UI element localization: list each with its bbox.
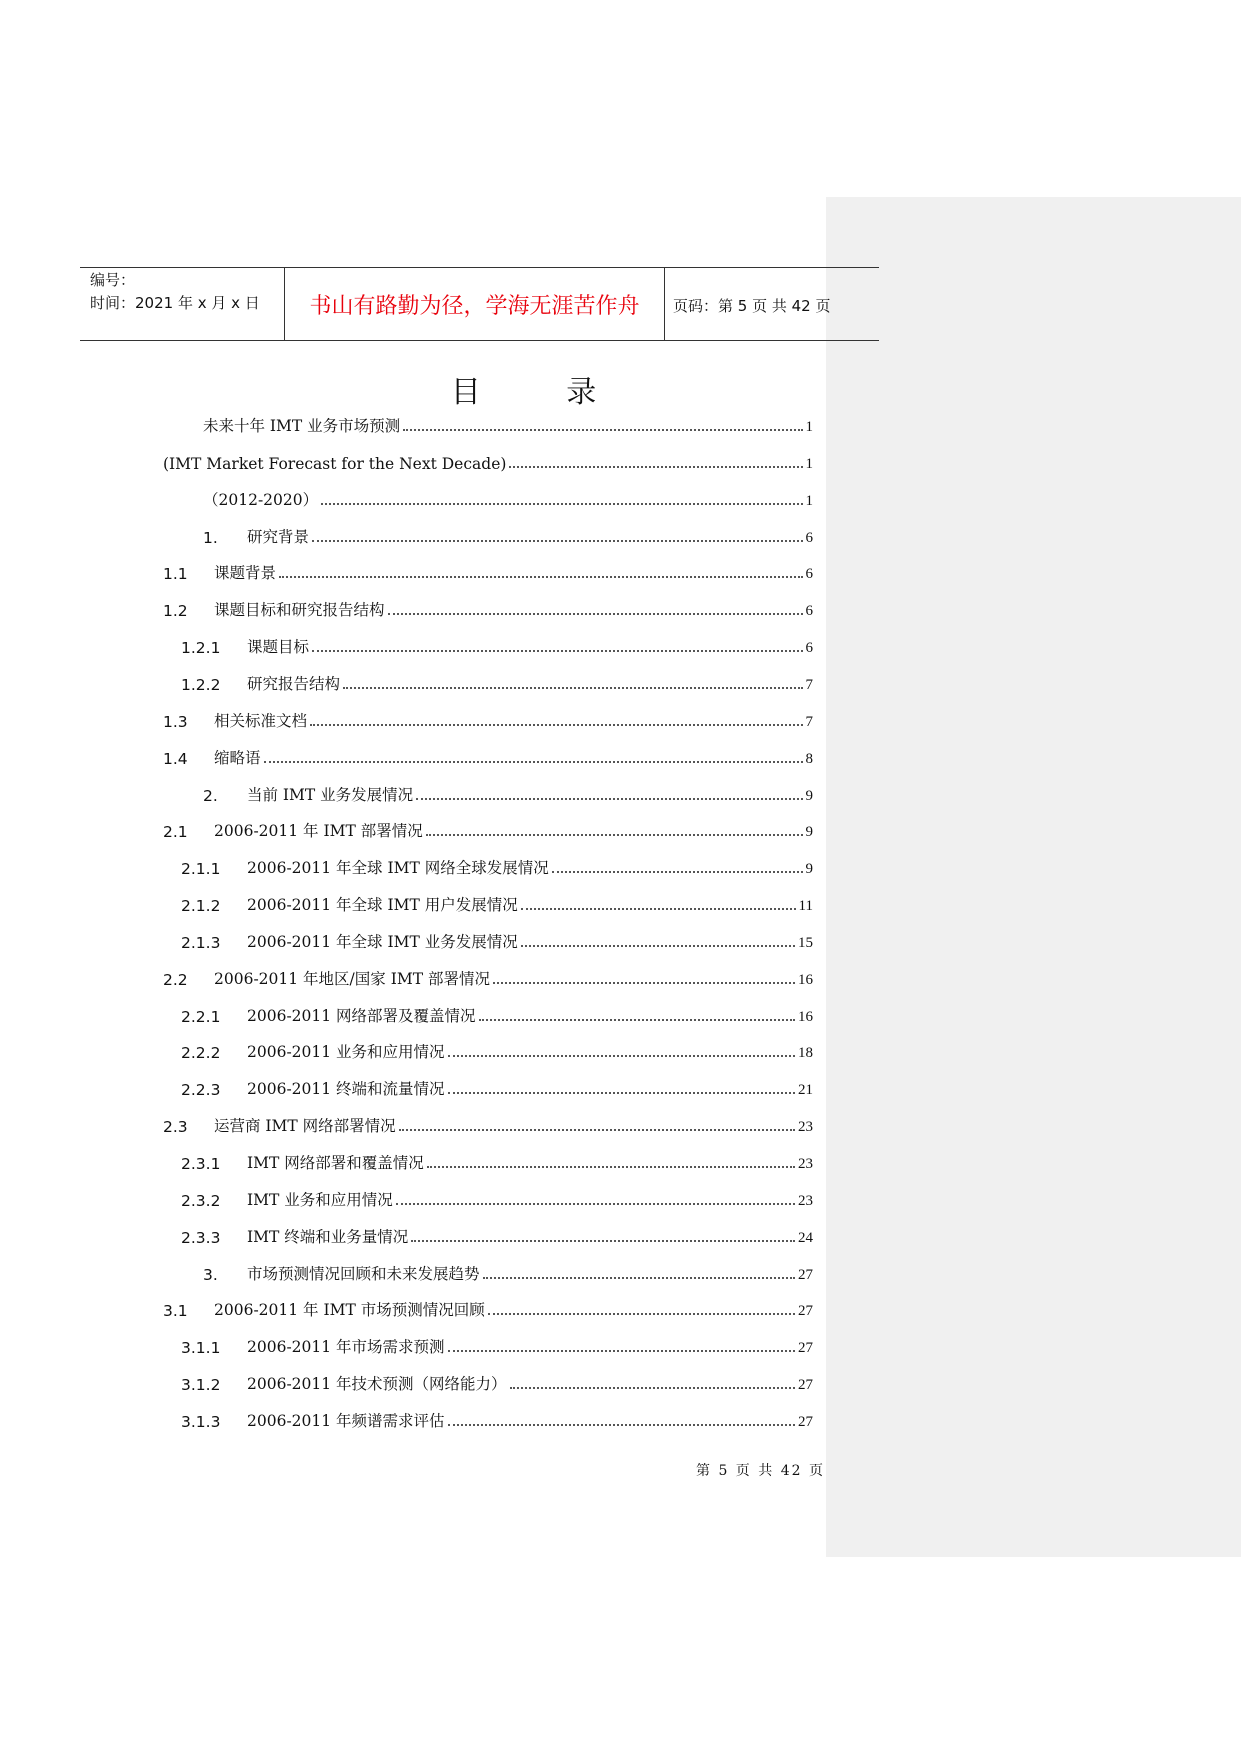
toc-entry[interactable] <box>203 414 813 436</box>
toc-leader-dots <box>388 613 803 615</box>
toc-entry[interactable] <box>181 1004 813 1026</box>
toc-entry[interactable] <box>181 1225 813 1247</box>
toc-leader-dots <box>399 1129 795 1131</box>
toc-entry-number: 2.3.2 <box>181 1191 221 1210</box>
toc-entry-number: 2.2 <box>163 970 188 989</box>
toc-entry-page: 16 <box>798 1008 813 1025</box>
toc-leader-dots <box>488 1313 795 1315</box>
toc-entry-page: 9 <box>805 861 813 878</box>
toc-entry-page: 8 <box>805 750 813 767</box>
toc-entry-label: 2006-2011 业务和应用情况 <box>247 1043 445 1062</box>
toc-entry[interactable] <box>181 1188 813 1210</box>
toc-leader-dots <box>312 540 802 542</box>
toc-entry-label: 2006-2011 年全球 IMT 用户发展情况 <box>247 896 518 915</box>
document-time-label: 时间：2021 年 x 月 x 日 <box>90 294 260 312</box>
toc-entry[interactable] <box>181 672 813 694</box>
toc-entry-number: 1.2.2 <box>181 675 221 694</box>
toc-entry-number: 2.2.1 <box>181 1007 221 1026</box>
toc-entry-page: 16 <box>798 971 813 988</box>
toc-entry[interactable] <box>163 709 813 731</box>
toc-leader-dots <box>396 1203 795 1205</box>
toc-entry-number: 1.2.1 <box>181 639 221 658</box>
toc-entry-number: 3.1.2 <box>181 1376 221 1395</box>
toc-entry-page: 6 <box>805 566 813 583</box>
page-header <box>80 267 879 341</box>
page-footer: 第 5 页 共 42 页 <box>696 1463 825 1479</box>
toc-entry-label: 当前 IMT 业务发展情况 <box>247 785 414 804</box>
toc-leader-dots <box>552 871 803 873</box>
toc-entry-number: 2. <box>203 786 218 805</box>
toc-entry[interactable] <box>181 1077 813 1099</box>
toc-title: 目 录 <box>450 375 635 410</box>
toc-entry-number: 2.2.3 <box>181 1081 221 1100</box>
toc-entry[interactable] <box>163 598 813 620</box>
toc-entry-page: 27 <box>798 1377 813 1394</box>
toc-entry[interactable] <box>163 1114 813 1136</box>
toc-entry[interactable] <box>163 746 813 768</box>
toc-entry-label: 课题目标和研究报告结构 <box>214 601 385 620</box>
toc-entry-page: 1 <box>805 492 813 509</box>
toc-leader-dots <box>493 982 795 984</box>
toc-leader-dots <box>310 724 802 726</box>
toc-entry-page: 23 <box>798 1156 813 1172</box>
toc-entry[interactable] <box>181 1335 813 1357</box>
toc-entry[interactable] <box>181 635 813 657</box>
toc-entry[interactable] <box>203 783 813 805</box>
toc-entry-page: 24 <box>798 1229 813 1246</box>
toc-entry-number: 2.3.1 <box>181 1155 221 1173</box>
toc-entry-page: 6 <box>805 603 813 620</box>
toc-entry[interactable] <box>181 1409 813 1431</box>
toc-entry-page: 11 <box>798 898 813 915</box>
toc-entry[interactable] <box>181 893 813 915</box>
toc-leader-dots <box>509 466 802 468</box>
toc-entry-label: 2006-2011 年 IMT 部署情况 <box>214 822 423 841</box>
toc-entry-number: 2.1.1 <box>181 860 221 879</box>
toc-leader-dots <box>510 1387 795 1389</box>
toc-entry-page: 1 <box>805 419 813 435</box>
toc-entry-page: 27 <box>798 1266 813 1283</box>
toc-leader-dots <box>343 687 802 689</box>
toc-entry-number: 3.1 <box>163 1302 188 1321</box>
toc-entry[interactable] <box>181 1151 813 1173</box>
toc-leader-dots <box>479 1019 795 1021</box>
toc-entry-number: 3. <box>203 1265 218 1284</box>
toc-entry-page: 9 <box>805 824 813 841</box>
toc-entry[interactable] <box>203 1262 813 1284</box>
toc-entry-number: 2.3.3 <box>181 1228 221 1247</box>
toc-entry-label: （2012-2020） <box>203 490 319 509</box>
toc-entry-number: 2.1 <box>163 823 188 842</box>
toc-entry-page: 7 <box>805 713 813 730</box>
toc-entry-label: 运营商 IMT 网络部署情况 <box>214 1117 396 1136</box>
toc-entry-page: 6 <box>805 529 813 546</box>
toc-entry-page: 21 <box>798 1082 813 1099</box>
toc-leader-dots <box>279 576 802 578</box>
header-page-info: 页码：第 5 页 共 42 页 <box>673 297 831 315</box>
toc-entry-number: 2.3 <box>163 1118 188 1137</box>
toc-entry-page: 23 <box>798 1119 813 1136</box>
toc-leader-dots <box>321 503 802 505</box>
toc-leader-dots <box>448 1055 795 1057</box>
toc-entry-label: IMT 业务和应用情况 <box>247 1190 393 1209</box>
toc-entry-number: 2.1.2 <box>181 897 221 916</box>
toc-entry-label: 2006-2011 年频谱需求评估 <box>247 1411 445 1430</box>
header-meta-cell <box>80 268 285 340</box>
toc-entry-page: 7 <box>805 676 813 693</box>
toc-leader-dots <box>448 1424 795 1426</box>
toc-entry-number: 2.2.2 <box>181 1044 221 1063</box>
toc-leader-dots <box>403 429 802 431</box>
toc-entry[interactable] <box>181 1372 813 1394</box>
toc-entry-number: 1.2 <box>163 602 188 621</box>
toc-entry-label: IMT 网络部署和覆盖情况 <box>247 1154 424 1172</box>
toc-leader-dots <box>416 798 802 800</box>
toc-entry-label: 课题背景 <box>214 564 277 583</box>
toc-entry-label: 未来十年 IMT 业务市场预测 <box>203 417 401 435</box>
toc-entry[interactable] <box>163 451 813 473</box>
header-page-cell <box>665 268 879 340</box>
toc-entry-page: 23 <box>798 1192 813 1209</box>
header-motto: 书山有路勤为径，学海无涯苦作舟 <box>309 294 640 319</box>
toc-entry-number: 1.1 <box>163 565 188 584</box>
toc-entry-page: 27 <box>798 1340 813 1357</box>
toc-leader-dots <box>426 834 803 836</box>
toc-entry-label: (IMT Market Forecast for the Next Decade) <box>163 454 507 473</box>
toc-leader-dots <box>312 650 802 652</box>
toc-entry-label: 2006-2011 终端和流量情况 <box>247 1080 445 1099</box>
toc-entry-label: 缩略语 <box>214 748 261 767</box>
document-number-label: 编号： <box>90 271 136 289</box>
toc-entry[interactable] <box>163 819 813 841</box>
toc-entry-number: 3.1.3 <box>181 1412 221 1431</box>
toc-entry-label: 2006-2011 年地区/国家 IMT 部署情况 <box>214 969 490 988</box>
toc-entry[interactable] <box>163 1298 813 1320</box>
toc-entry[interactable] <box>181 1040 813 1062</box>
toc-entry[interactable] <box>203 525 813 547</box>
toc-entry-page: 15 <box>798 934 813 951</box>
toc-entry-label: 研究报告结构 <box>247 674 341 693</box>
toc-entry-page: 27 <box>798 1413 813 1430</box>
toc-entry-label: 2006-2011 年市场需求预测 <box>247 1338 445 1357</box>
toc-entry-page: 9 <box>805 787 813 804</box>
toc-entry-label: 2006-2011 年 IMT 市场预测情况回顾 <box>214 1301 485 1320</box>
toc-leader-dots <box>521 945 795 947</box>
toc-entry-label: 2006-2011 年全球 IMT 业务发展情况 <box>247 932 518 951</box>
toc-leader-dots <box>521 908 796 910</box>
toc-leader-dots <box>483 1277 795 1279</box>
toc-entry-page: 6 <box>805 640 813 657</box>
header-motto-cell <box>285 268 665 340</box>
toc-entry-label: 2006-2011 年技术预测（网络能力） <box>247 1375 507 1394</box>
toc-leader-dots <box>427 1166 795 1168</box>
toc-entry[interactable] <box>163 967 813 989</box>
toc-entry-number: 2.1.3 <box>181 933 221 952</box>
toc-entry[interactable] <box>203 488 813 510</box>
toc-entry-number: 1. <box>203 528 218 547</box>
toc-entry[interactable] <box>181 930 813 952</box>
toc-entry-label: IMT 终端和业务量情况 <box>247 1227 409 1246</box>
toc-entry-label: 市场预测情况回顾和未来发展趋势 <box>247 1264 480 1283</box>
toc-entry[interactable] <box>163 561 813 583</box>
toc-entry-number: 1.4 <box>163 749 188 768</box>
toc-entry-number: 1.3 <box>163 712 188 731</box>
toc-leader-dots <box>264 761 803 763</box>
toc-entry-page: 1 <box>805 455 813 472</box>
toc-entry-page: 27 <box>798 1303 813 1320</box>
toc-leader-dots <box>448 1092 795 1094</box>
toc-entry-label: 课题目标 <box>247 638 310 657</box>
toc-entry-label: 2006-2011 年全球 IMT 网络全球发展情况 <box>247 859 549 878</box>
toc-leader-dots <box>448 1350 795 1352</box>
toc-leader-dots <box>411 1240 795 1242</box>
toc-entry-label: 相关标准文档 <box>214 711 308 730</box>
toc-entry-number: 3.1.1 <box>181 1339 221 1358</box>
toc-entry-label: 2006-2011 网络部署及覆盖情况 <box>247 1006 476 1025</box>
toc-entry[interactable] <box>181 856 813 878</box>
toc-entry-page: 18 <box>798 1045 813 1062</box>
toc-entry-label: 研究背景 <box>247 527 310 546</box>
